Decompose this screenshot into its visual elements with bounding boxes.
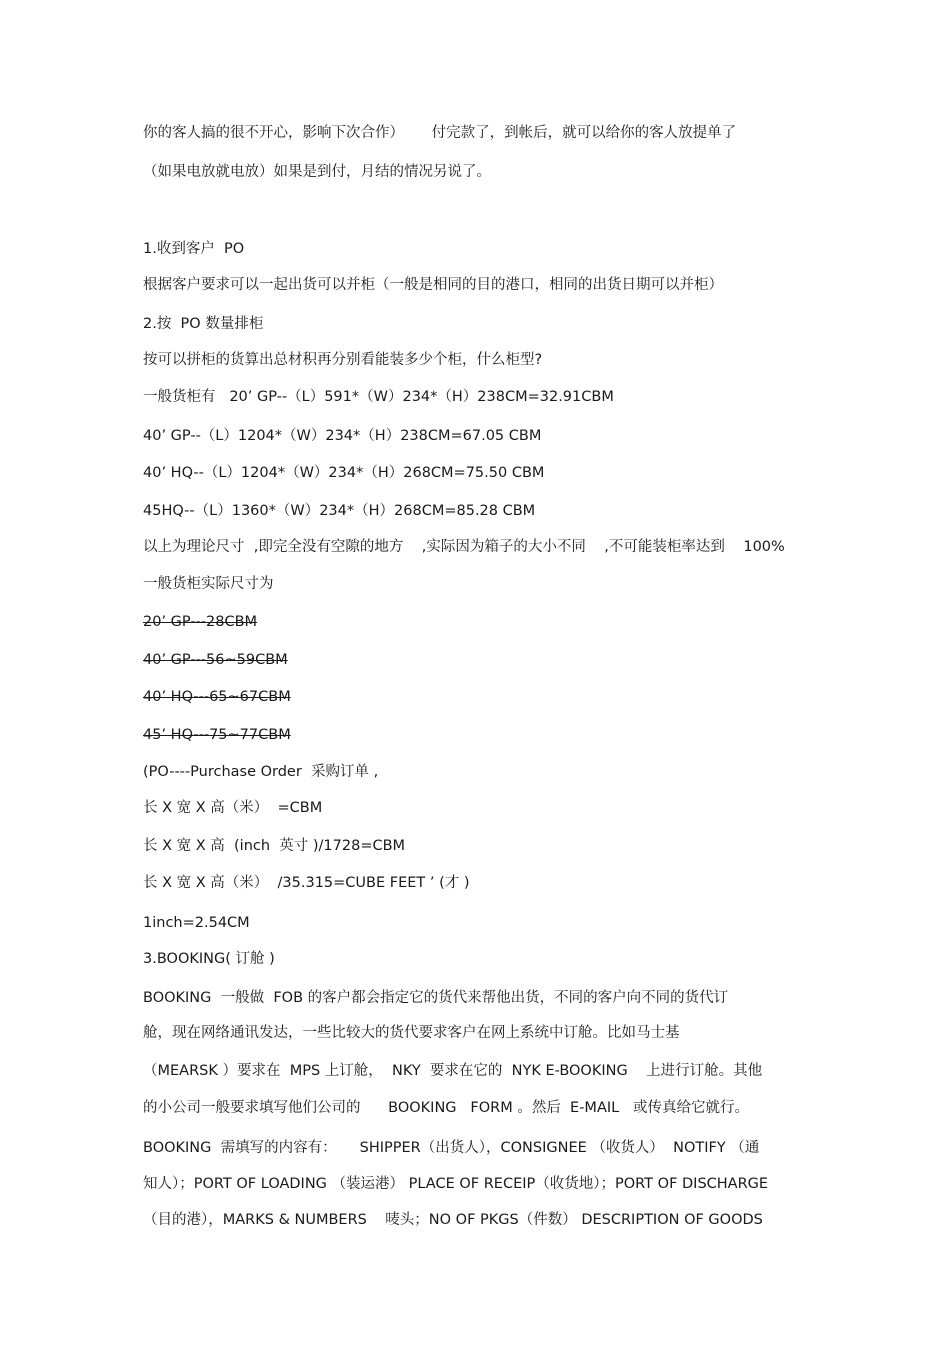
container-spec-40hq: 40’ HQ--（L）1204*（W）234*（H）268CM=75.50 CBM [143,465,545,481]
paragraph-booking-fields-1: BOOKING 需填写的内容有： SHIPPER（出货人），CONSIGNEE （收货人） NOTIFY （通 [143,1140,760,1156]
formula-cbm-inches: 长 X 宽 X 高 (inch 英寸 )/1728=CBM [143,838,406,854]
formula-cbm-meters: 长 X 宽 X 高（米） =CBM [143,800,323,816]
paragraph-volume-calc: 按可以拼柜的货算出总材积再分别看能装多少个柜，什么柜型? [143,352,543,368]
paragraph-payment-release: 你的客人搞的很不开心，影响下次合作） 付完款了，到帐后，就可以给你的客人放提单了 [143,125,737,141]
paragraph-booking-4: 的小公司一般要求填写他们公司的 BOOKING FORM 。然后 E-MAIL 或传真给它就行。 [143,1100,750,1116]
paragraph-telex-release: （如果电放就电放）如果是到付，月结的情况另说了。 [143,164,491,180]
formula-cube-feet: 长 X 宽 X 高（米） /35.315=CUBE FEET ’ (才 ) [143,875,470,891]
container-spec-20gp: 一般货柜有 20’ GP--（L）591*（W）234*（H）238CM=32.91CBM [143,389,614,405]
paragraph-booking-1: BOOKING 一般做 FOB 的客户都会指定它的货代来帮他出货，不同的客户向不同的货代订 [143,990,729,1006]
paragraph-booking-fields-3: （目的港），MARKS & NUMBERS 唛头；NO OF PKGS（件数） DESCRIPTION OF GOODS [143,1212,763,1228]
paragraph-booking-2: 舱，现在网络通讯发达，一些比较大的货代要求客户在网上系统中订舱。比如马士基 [143,1025,680,1041]
paragraph-po-definition: (PO----Purchase Order 采购订单 , [143,764,379,780]
actual-size-40hq: 40’ HQ---65~67CBM [143,689,291,705]
formula-inch-cm: 1inch=2.54CM [143,915,250,931]
actual-size-20gp: 20’ GP---28CBM [143,614,258,630]
actual-size-45hq: 45’ HQ---75~77CBM [143,727,291,743]
paragraph-actual-size-heading: 一般货柜实际尺寸为 [143,576,274,592]
paragraph-theoretical-note: 以上为理论尺寸 ,即完全没有空隙的地方 ,实际因为箱子的大小不同 ,不可能装柜率达到 100% [143,539,785,555]
paragraph-booking-3: （MEARSK ）要求在 MPS 上订舱， NKY 要求在它的 NYK E-BOOKING 上进行订舱。其他 [143,1063,763,1079]
paragraph-consolidation: 根据客户要求可以一起出货可以并柜（一般是相同的目的港口，相同的出货日期可以并柜） [143,277,723,293]
container-spec-45hq: 45HQ--（L）1360*（W）234*（H）268CM=85.28 CBM [143,503,536,519]
heading-step-1: 1.收到客户 PO [143,241,245,257]
container-spec-40gp: 40’ GP--（L）1204*（W）234*（H）238CM=67.05 CBM [143,428,542,444]
heading-step-3: 3.BOOKING( 订舱 ) [143,951,275,967]
paragraph-booking-fields-2: 知人）；PORT OF LOADING （装运港） PLACE OF RECEIP（收货地）；PORT OF DISCHARGE [143,1176,769,1192]
heading-step-2: 2.按 PO 数量排柜 [143,316,264,332]
actual-size-40gp: 40’ GP---56~59CBM [143,652,288,668]
